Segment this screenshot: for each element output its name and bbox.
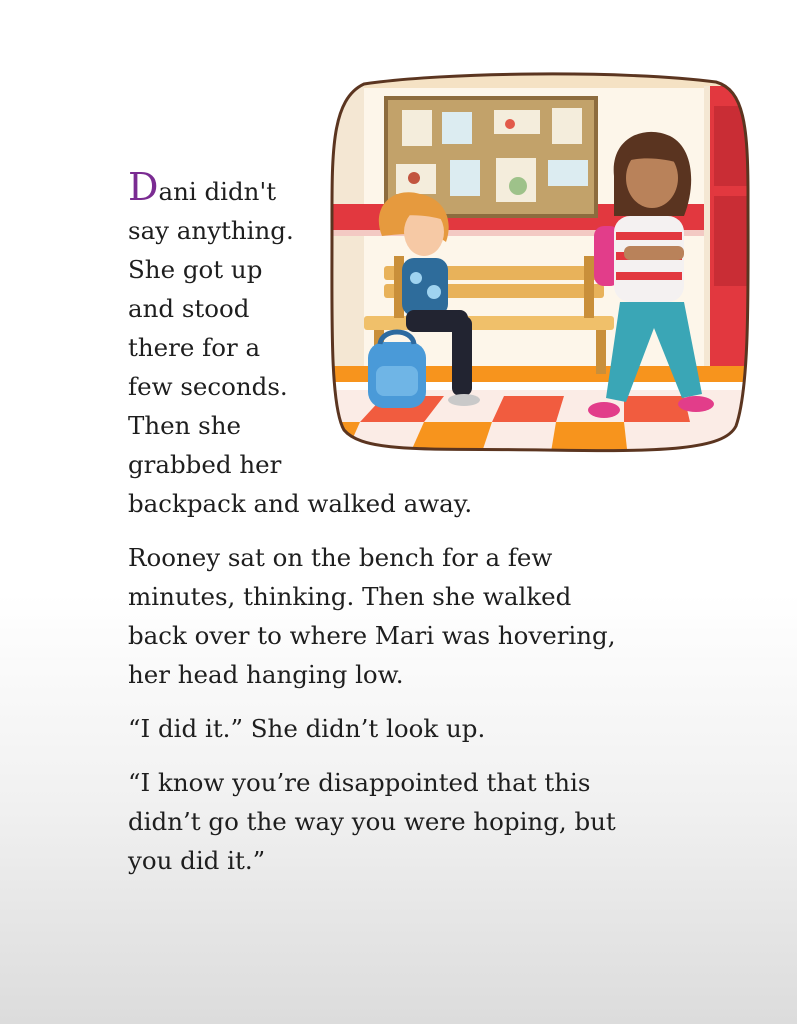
paragraph-line: “I did it.” She didn’t look up.: [128, 714, 486, 743]
paragraph-line: grabbed her: [128, 450, 282, 479]
paragraph-line: back over to where Mari was hovering,: [128, 621, 616, 650]
story-text: [128, 165, 668, 880]
paragraph-line: you did it.”: [128, 846, 266, 875]
paragraph-line: say anything.: [128, 216, 294, 245]
paragraph-line: “I know you’re disappointed that this: [128, 768, 591, 797]
paragraph-line: She got up: [128, 255, 263, 284]
paragraph-line: few seconds.: [128, 372, 288, 401]
paragraph-line: backpack and walked away.: [128, 489, 473, 518]
paragraph-line: minutes, thinking. Then she walked: [128, 582, 572, 611]
paragraph-4: [128, 763, 668, 880]
paragraph-2: [128, 538, 668, 694]
paragraph-3: [128, 709, 668, 748]
paragraph-line: there for a: [128, 333, 261, 362]
paragraph-line: Then she: [128, 411, 242, 440]
paragraph-line: didn’t go the way you were hoping, but: [128, 807, 616, 836]
paragraph-1: [128, 165, 668, 523]
paragraph-line: her head hanging low.: [128, 660, 404, 689]
paragraph-line: Rooney sat on the bench for a few: [128, 543, 553, 572]
paragraph-line: Dani didn't: [128, 165, 277, 209]
paragraph-line: and stood: [128, 294, 250, 323]
drop-cap: D: [128, 165, 159, 209]
